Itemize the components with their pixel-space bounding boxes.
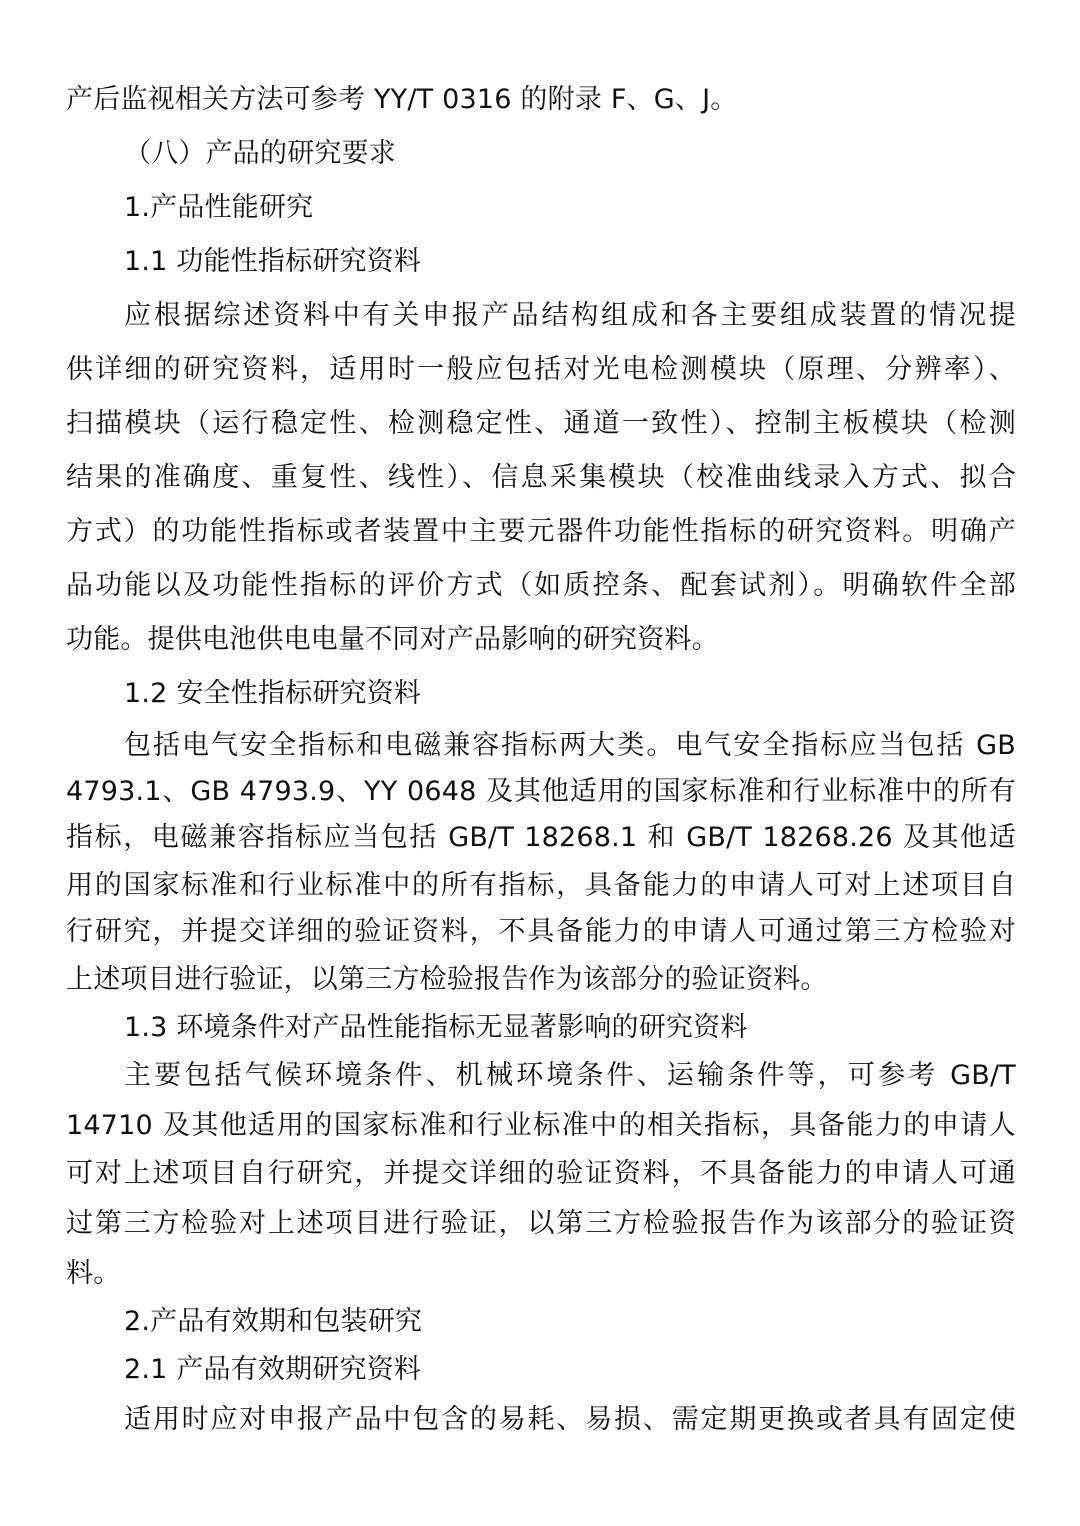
paragraph-line-7: 结果的准确度、重复性、线性）、信息采集模块（校准曲线录入方式、拟合 bbox=[66, 462, 1016, 493]
paragraph-line-20: 14710 及其他适用的国家标准和行业标准中的相关指标，具备能力的申请人 bbox=[66, 1110, 1016, 1141]
heading-functional-indicators: 1.1 功能性指标研究资料 bbox=[124, 246, 422, 277]
paragraph-line-10: 功能。提供电池供电电量不同对产品影响的研究资料。 bbox=[66, 624, 719, 655]
paragraph-line-4: 应根据综述资料中有关申报产品结构组成和各主要组成装置的情况提 bbox=[124, 300, 1016, 331]
heading-research-requirements: （八）产品的研究要求 bbox=[124, 138, 396, 169]
paragraph-line-26: 适用时应对申报产品中包含的易耗、易损、需定期更换或者具有固定使 bbox=[124, 1404, 1016, 1435]
paragraph-line-9: 品功能以及功能性指标的评价方式（如质控条、配套试剂）。明确软件全部 bbox=[66, 570, 1016, 601]
paragraph-line-21: 可对上述项目自行研究，并提交详细的验证资料，不具备能力的申请人可通 bbox=[66, 1158, 1016, 1189]
paragraph-line-23: 料。 bbox=[66, 1258, 121, 1289]
paragraph-line-15: 用的国家标准和行业标准中的所有指标，具备能力的申请人可对上述项目自 bbox=[66, 870, 1016, 901]
paragraph-line-0: 产后监视相关方法可参考 YY/T 0316 的附录 F、G、J。 bbox=[66, 84, 738, 115]
heading-shelf-life-research: 2.1 产品有效期研究资料 bbox=[124, 1354, 422, 1385]
paragraph-line-8: 方式）的功能性指标或者装置中主要元器件功能性指标的研究资料。明确产 bbox=[66, 516, 1016, 547]
paragraph-line-14: 指标，电磁兼容指标应当包括 GB/T 18268.1 和 GB/T 18268.26 及其他适 bbox=[66, 822, 1016, 853]
heading-safety-indicators: 1.2 安全性指标研究资料 bbox=[124, 678, 422, 709]
paragraph-line-5: 供详细的研究资料，适用时一般应包括对光电检测模块（原理、分辨率）、 bbox=[66, 354, 1016, 385]
heading-shelf-life-packaging: 2.产品有效期和包装研究 bbox=[124, 1306, 423, 1337]
paragraph-line-6: 扫描模块（运行稳定性、检测稳定性、通道一致性）、控制主板模块（检测 bbox=[66, 408, 1016, 439]
paragraph-line-16: 行研究，并提交详细的验证资料，不具备能力的申请人可通过第三方检验对 bbox=[66, 916, 1016, 947]
paragraph-line-22: 过第三方检验对上述项目进行验证，以第三方检验报告作为该部分的验证资 bbox=[66, 1208, 1016, 1239]
paragraph-line-13: 4793.1、GB 4793.9、YY 0648 及其他适用的国家标准和行业标准中的所有 bbox=[66, 776, 1016, 807]
heading-environment-conditions: 1.3 环境条件对产品性能指标无显著影响的研究资料 bbox=[124, 1012, 748, 1043]
paragraph-line-17: 上述项目进行验证，以第三方检验报告作为该部分的验证资料。 bbox=[66, 964, 828, 995]
paragraph-line-19: 主要包括气候环境条件、机械环境条件、运输条件等，可参考 GB/T bbox=[124, 1060, 1016, 1091]
heading-performance-research: 1.产品性能研究 bbox=[124, 192, 314, 223]
paragraph-line-12: 包括电气安全指标和电磁兼容指标两大类。电气安全指标应当包括 GB bbox=[124, 730, 1016, 761]
